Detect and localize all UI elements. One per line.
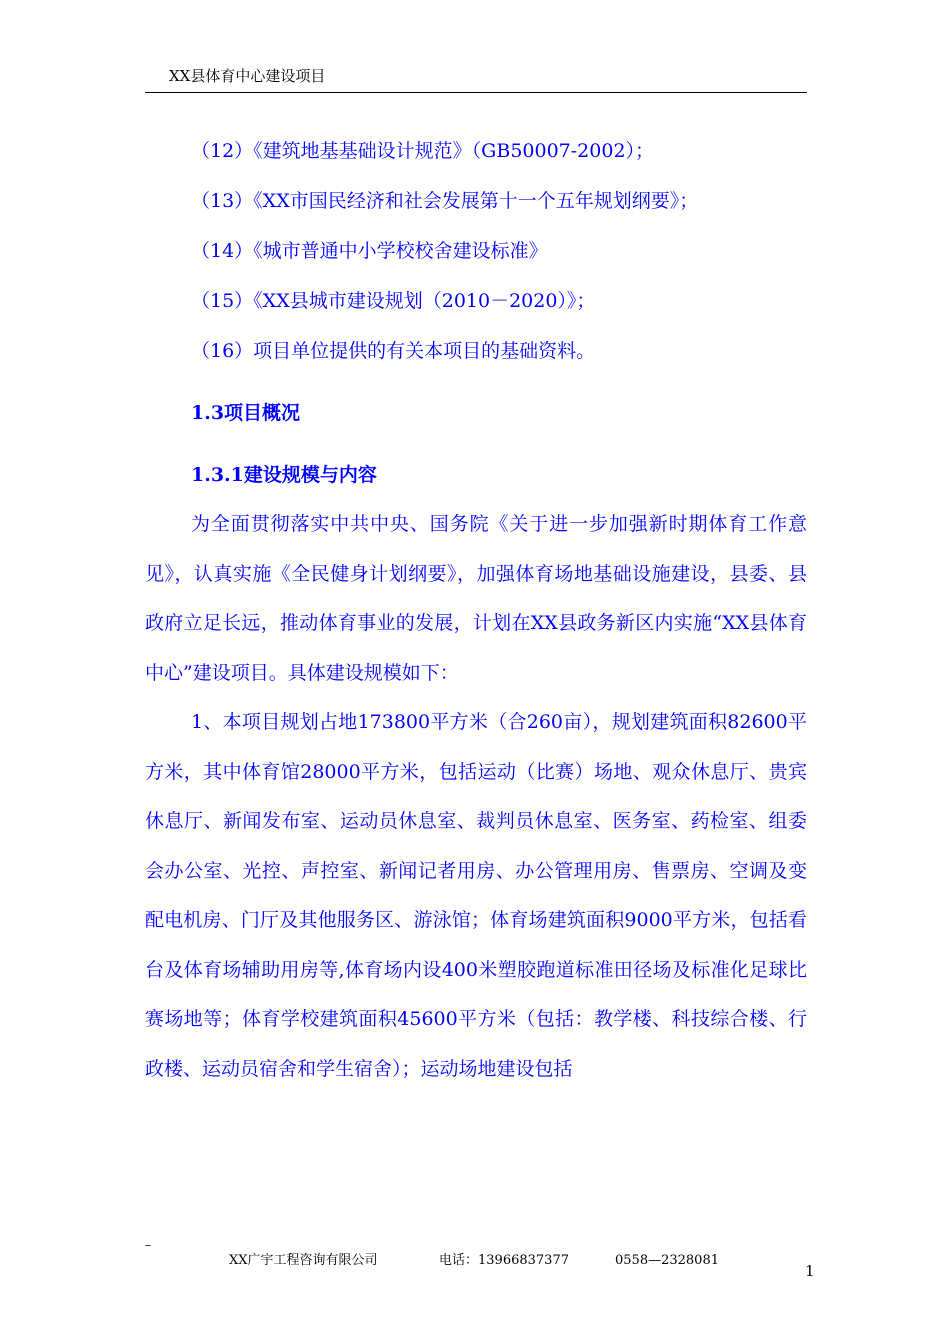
reference-item-13: （13）《XX市国民经济和社会发展第十一个五年规划纲要》；: [191, 190, 699, 212]
footer-company: XX广宇工程咨询有限公司: [229, 1253, 378, 1268]
footer-phone: 电话：13966837377: [439, 1253, 569, 1268]
body-paragraph-intro: 为全面贯彻落实中共中央、国务院《关于进一步加强新时期体育工作意见》，认真实施《全民健身计划纲要》，加强体育场地基础设施建设，县委、县政府立足长远，推动体育事业的发展，计划在XX县政务新区内实施“XX县体育中心”建设项目。具体建设规模如下：: [145, 513, 807, 684]
reference-item-16: （16）项目单位提供的有关本项目的基础资料。: [191, 340, 596, 362]
reference-item-14: （14）《城市普通中小学校校舍建设标准》: [191, 240, 548, 262]
header-title: XX县体育中心建设项目: [169, 67, 326, 85]
page-footer: [145, 1238, 835, 1298]
footer-mark: –: [145, 1238, 151, 1252]
reference-item-12: （12）《建筑地基基础设计规范》（GB50007-2002）；: [191, 140, 655, 162]
reference-item-15: （15）《XX县城市建设规划（2010－2020）》；: [191, 290, 596, 312]
section-heading: 1.3项目概况: [191, 402, 301, 424]
page-number: 1: [805, 1262, 815, 1280]
subsection-heading: 1.3.1建设规模与内容: [191, 464, 377, 486]
page-content: [145, 126, 807, 1094]
body-paragraph-scale: 1、本项目规划占地173800平方米（合260亩），规划建筑面积82600平方米，其中体育馆28000平方米，包括运动（比赛）场地、观众休息厅、贵宾休息厅、新闻发布室、运动员休息室、裁判员休息室、医务室、药检室、组委会办公室、光控、声控室、新闻记者用房、办公管理用房、售票房、空调及变配电机房、门厅及其他服务区、游泳馆；体育场建筑面积9000平方米，包括看台及体育场辅助用房等,体育场内设400米塑胶跑道标准田径场及标准化足球比赛场地等；体育学校建筑面积45600平方米（包括：教学楼、科技综合楼、行政楼、运动员宿舍和学生宿舍）；运动场地建设包括: [145, 711, 807, 1080]
page-header: [145, 64, 807, 93]
footer-fax: 0558—2328081: [615, 1253, 719, 1268]
